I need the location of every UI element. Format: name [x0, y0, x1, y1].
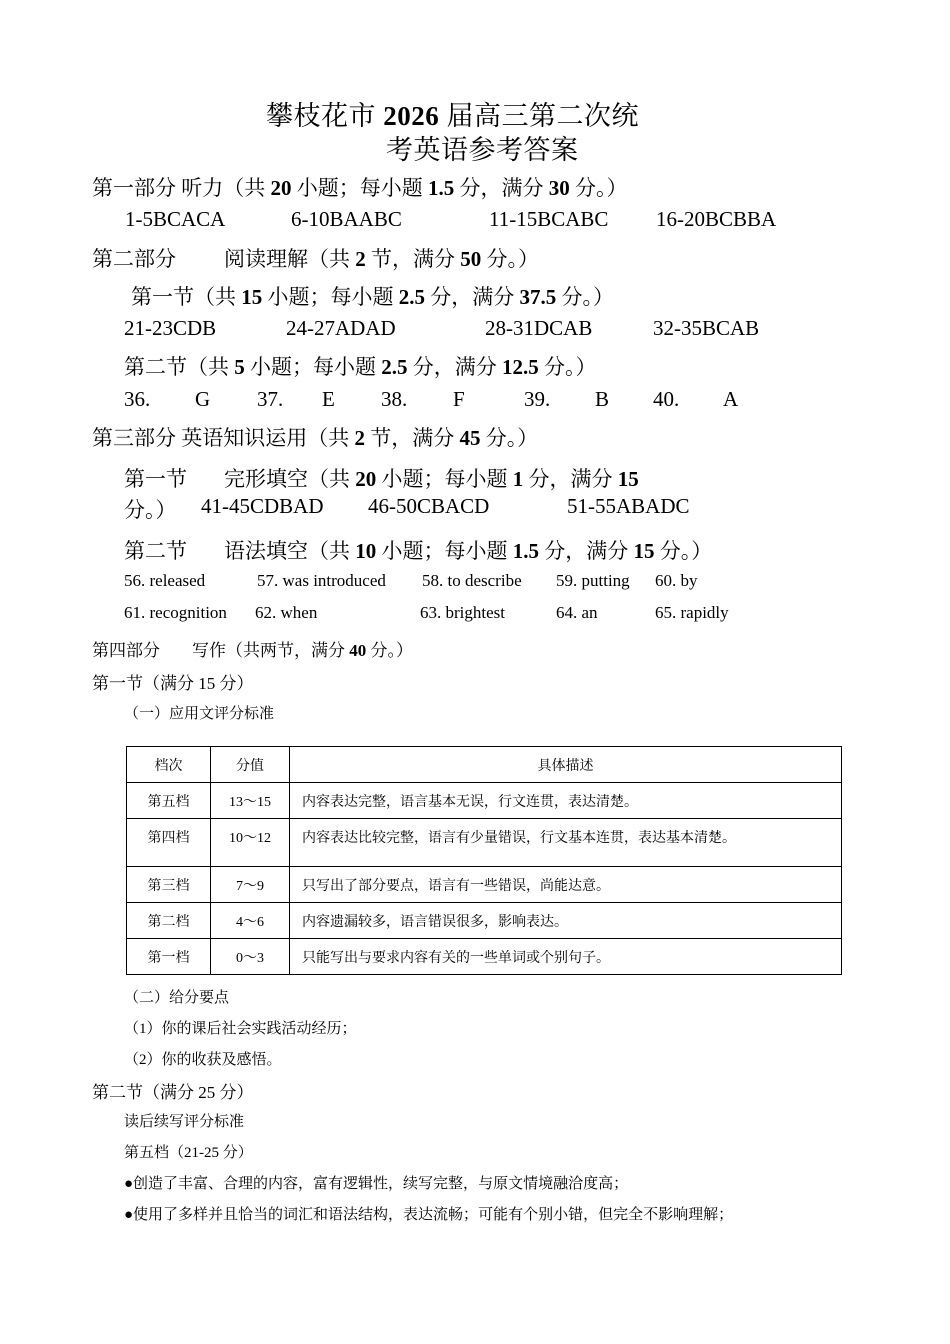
part4-heading: 第四部分: [92, 641, 160, 660]
table-row: [127, 819, 842, 867]
part4-sec2-subtitle: 读后续写评分标准: [124, 1114, 245, 1130]
scoring-point: （2）你的收获及感悟。: [124, 1052, 282, 1068]
table-cell-desc: 内容表达完整，语言基本无误，行文连贯，表达清楚。: [290, 783, 842, 819]
part4-sub1-title: （一）应用文评分标准: [124, 706, 275, 722]
part3-sec1-heading: 完形填空（共 20 小题；每小题 1 分，满分 15: [224, 467, 639, 491]
part4-sub2-title: （二）给分要点: [124, 990, 230, 1006]
part3-sec1-label: 第一节: [124, 467, 187, 491]
answer-group: 46-50CBACD: [368, 494, 490, 518]
answer-group: 21-23CDB: [124, 316, 217, 340]
part2-heading-detail: 阅读理解（共 2 节，满分 50 分。）: [224, 247, 539, 271]
table-header: 分值: [211, 747, 290, 783]
grammar-answer: 59. putting: [556, 571, 630, 590]
part3-sec2-label: 第二节: [124, 539, 187, 563]
answer-letter: G: [195, 387, 211, 411]
table-cell-desc: 内容表达比较完整，语言有少量错误，行文基本连贯，表达基本清楚。: [290, 819, 842, 867]
answer-letter: F: [453, 387, 465, 411]
table-row: [127, 783, 842, 819]
grammar-answer: 60. by: [655, 571, 698, 590]
answer-number: 37.: [257, 387, 284, 411]
answer-number: 40.: [653, 387, 680, 411]
answer-group: 28-31DCAB: [485, 316, 593, 340]
page-title-line2: 考英语参考答案: [386, 135, 579, 165]
grammar-answer: 56. released: [124, 571, 206, 590]
table-cell-score: 10～12: [211, 819, 290, 867]
answer-number: 36.: [124, 387, 151, 411]
answer-number: 39.: [524, 387, 551, 411]
part4-sec2-title: 第二节（满分 25 分）: [92, 1083, 254, 1102]
table-cell-score: 4～6: [211, 903, 290, 939]
table-cell-score: 7～9: [211, 867, 290, 903]
part2-heading: 第二部分: [92, 247, 176, 271]
grammar-answer: 62. when: [255, 603, 318, 622]
part3-sec1-heading-end: 分。）: [124, 498, 177, 522]
table-cell-desc: 内容遗漏较多，语言错误很多，影响表达。: [290, 903, 842, 939]
scoring-point: （1）你的课后社会实践活动经历；: [124, 1021, 357, 1037]
answer-group: 11-15BCABC: [489, 207, 609, 231]
table-cell-level: 第三档: [127, 867, 211, 903]
table-cell-desc: 只能写出与要求内容有关的一些单词或个别句子。: [290, 939, 842, 975]
answer-letter: B: [595, 387, 610, 411]
part2-sec2-heading: 第二节（共 5 小题；每小题 2.5 分，满分 12.5 分。）: [124, 355, 597, 379]
answer-number: 38.: [381, 387, 408, 411]
table-cell-level: 第四档: [127, 819, 211, 867]
grammar-answer: 63. brightest: [420, 603, 505, 622]
table-cell-level: 第二档: [127, 903, 211, 939]
grammar-answer: 58. to describe: [422, 571, 522, 590]
table-row: [127, 939, 842, 975]
answer-group: 24-27ADAD: [286, 316, 396, 340]
grammar-answer: 57. was introduced: [257, 571, 386, 590]
answer-group: 6-10BAABC: [291, 207, 402, 231]
part1-heading: 第一部分 听力（共 20 小题；每小题 1.5 分，满分 30 分。）: [92, 176, 628, 200]
table-cell-level: 第五档: [127, 783, 211, 819]
part4-heading-detail: 写作（共两节，满分 40 分。）: [192, 641, 413, 660]
grammar-answer: 65. rapidly: [655, 603, 729, 622]
table-row: [127, 903, 842, 939]
answer-letter: E: [322, 387, 335, 411]
criteria-bullet: ●创造了丰富、合理的内容，富有逻辑性，续写完整，与原文情境融洽度高；: [124, 1176, 629, 1192]
part3-heading: 第三部分 英语知识运用（共 2 节，满分 45 分。）: [92, 426, 539, 450]
table-row: [127, 867, 842, 903]
answer-group: 1-5BCACA: [125, 207, 226, 231]
criteria-bullet: ●使用了多样并且恰当的词汇和语法结构，表达流畅；可能有个别小错，但完全不影响理解；: [124, 1207, 734, 1223]
table-header: 具体描述: [290, 747, 842, 783]
table-cell-level: 第一档: [127, 939, 211, 975]
grading-table: [126, 746, 842, 975]
answer-letter: A: [723, 387, 739, 411]
grammar-answer: 64. an: [556, 603, 598, 622]
answer-group: 16-20BCBBA: [656, 207, 777, 231]
answer-group: 41-45CDBAD: [201, 494, 324, 518]
table-cell-desc: 只写出了部分要点，语言有一些错误，尚能达意。: [290, 867, 842, 903]
table-header: 档次: [127, 747, 211, 783]
table-header-row: [127, 747, 842, 783]
table-cell-score: 13～15: [211, 783, 290, 819]
answer-group: 32-35BCAB: [653, 316, 760, 340]
table-cell-score: 0～3: [211, 939, 290, 975]
part3-sec2-heading: 语法填空（共 10 小题；每小题 1.5 分，满分 15 分。）: [224, 539, 713, 563]
page-title-line1: 攀枝花市 2026 届高三第二次统: [266, 101, 639, 131]
part4-sec1-title: 第一节（满分 15 分）: [92, 674, 254, 693]
part2-sec1-heading: 第一节（共 15 小题；每小题 2.5 分，满分 37.5 分。）: [131, 285, 614, 309]
tier-title: 第五档（21-25 分）: [124, 1145, 253, 1161]
answer-group: 51-55ABADC: [567, 494, 690, 518]
grammar-answer: 61. recognition: [124, 603, 227, 622]
